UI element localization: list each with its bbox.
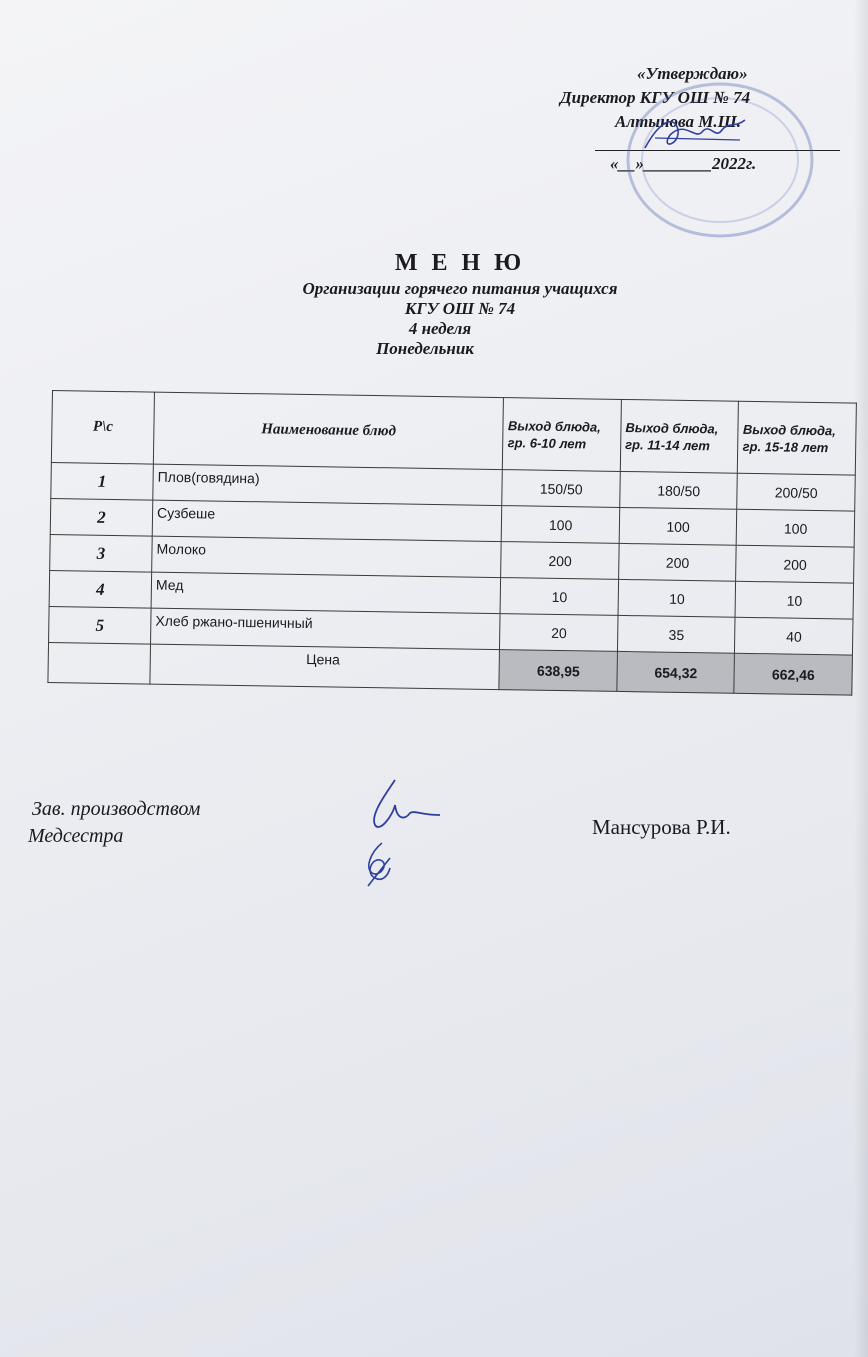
responsible-person: Мансурова Р.И. xyxy=(592,815,731,839)
price-label: Цена xyxy=(150,644,500,689)
school-name: КГУ ОШ № 74 xyxy=(404,299,516,318)
dish-name: Плов(говядина) xyxy=(153,464,503,505)
portion-15-18: 100 xyxy=(737,509,855,547)
table-header-row xyxy=(51,391,856,476)
menu-subtitle: Организации горячего питания учащихся xyxy=(302,279,618,298)
dish-name: Мед xyxy=(151,572,501,613)
menu-titles xyxy=(230,250,690,359)
approval-date: «__»________2022г. xyxy=(610,154,757,173)
total-empty-cell xyxy=(48,642,151,684)
price-6-10: 638,95 xyxy=(499,650,617,692)
dish-name: Сузбеше xyxy=(152,500,502,541)
production-head-signature-icon xyxy=(365,775,445,835)
day-label: Понедельник xyxy=(376,339,474,358)
week-label: 4 неделя xyxy=(408,319,472,338)
portion-15-18: 200/50 xyxy=(737,473,855,511)
row-num: 3 xyxy=(50,534,153,572)
menu-table xyxy=(47,390,857,696)
portion-15-18: 10 xyxy=(735,581,853,619)
portion-15-18: 40 xyxy=(735,617,853,655)
portion-6-10: 20 xyxy=(500,614,618,652)
stamp-icon xyxy=(625,80,815,240)
portion-11-14: 100 xyxy=(619,507,737,545)
approval-title: «Утверждаю» xyxy=(637,64,748,83)
row-num: 5 xyxy=(49,606,152,644)
portion-6-10: 100 xyxy=(502,506,620,544)
approval-director: Директор КГУ ОШ № 74 xyxy=(560,88,751,107)
header-num: Р\с xyxy=(51,391,154,465)
approval-director-name: Алтынова М.Ш. xyxy=(615,112,742,131)
header-portion-6-10: Выход блюда, гр. 6-10 лет xyxy=(503,398,622,472)
portion-11-14: 200 xyxy=(619,543,737,581)
row-num: 4 xyxy=(49,570,152,608)
header-dish-name: Наименование блюд xyxy=(153,392,504,469)
portion-6-10: 150/50 xyxy=(502,470,620,508)
row-num: 2 xyxy=(50,498,153,536)
director-signature-icon xyxy=(640,110,750,160)
portion-15-18: 200 xyxy=(736,545,854,583)
row-num: 1 xyxy=(51,462,154,500)
price-15-18: 662,46 xyxy=(734,653,852,695)
menu-heading: М Е Н Ю xyxy=(394,250,526,276)
dish-name: Хлеб ржано-пшеничный xyxy=(151,608,501,649)
portion-11-14: 35 xyxy=(617,615,735,653)
page-edge-shadow xyxy=(854,0,868,1357)
header-portion-15-18: Выход блюда, гр. 15-18 лет xyxy=(738,401,857,475)
header-portion-11-14: Выход блюда, гр. 11-14 лет xyxy=(620,399,739,473)
price-11-14: 654,32 xyxy=(617,651,735,693)
role-nurse: Медсестра xyxy=(28,825,124,847)
nurse-signature-icon xyxy=(360,838,400,888)
portion-6-10: 200 xyxy=(501,542,619,580)
portion-6-10: 10 xyxy=(500,578,618,616)
portion-11-14: 180/50 xyxy=(620,471,738,509)
role-production-head: Зав. производством xyxy=(32,798,201,820)
portion-11-14: 10 xyxy=(618,579,736,617)
dish-name: Молоко xyxy=(152,536,502,577)
